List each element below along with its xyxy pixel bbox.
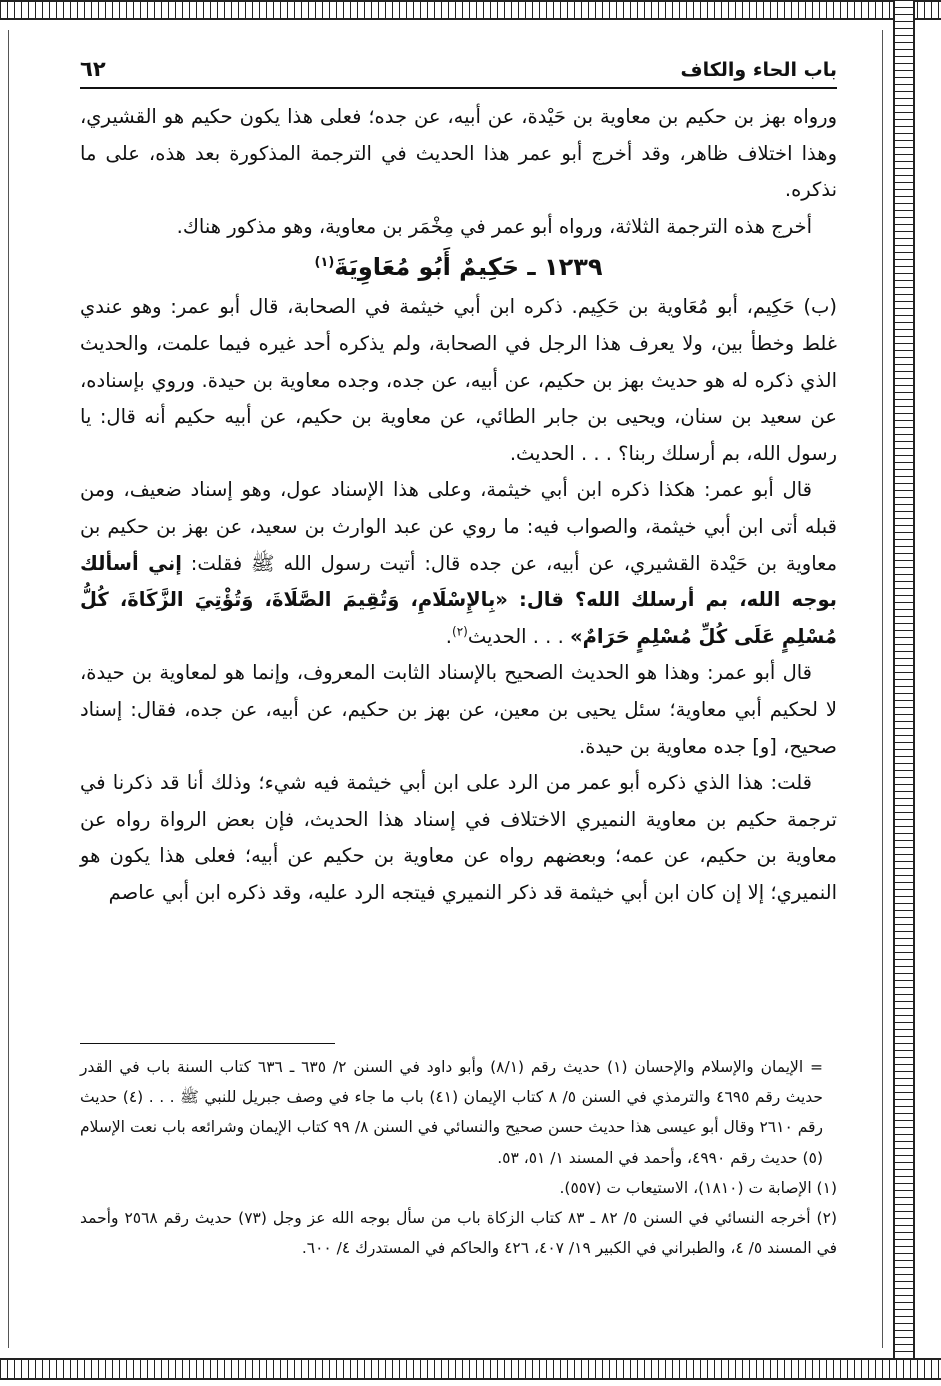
paragraph-4-end: . . . الحديث (467, 624, 564, 648)
paragraph-6: قلت: هذا الذي ذكره أبو عمر من الرد على ابن أبي خيثمة فيه شيء؛ وذلك أنا قد ذكرنا في ترجمة حكيم بن معاوية النميري الاختلاف في إسناد هذا الحديث، فإن بعض الرواة رواه عن معاوية بن حكيم، عن عمه؛ وبعضهم رواه عن معاوية بن حكيم عن أبيه؛ فعلى هذا يكون هو النميري؛ إلا إن كان ابن أبي خيثمة قد ذكر النميري فيتجه الرد عليه، وقد ذكره ابن أبي عاصم (80, 771, 837, 904)
ornamental-border-right (893, 0, 915, 1380)
paragraph-5: قال أبو عمر: وهذا هو الحديث الصحيح بالإسناد الثابت المعروف، وإنما هو لمعاوية بن حيدة، لا لحكيم أبي معاوية؛ سئل يحيى بن معين، عن بهز بن حكيم، عن أبيه، عن جده، فقال: إسناد صحيح، [و] جده معاوية بن حيدة. (80, 661, 837, 758)
paragraph-2: أخرج هذه الترجمة الثلاثة، ورواه أبو عمر في مِخْمَر بن معاوية، وهو مذكور هناك. (176, 214, 812, 238)
footnotes (80, 1052, 837, 1263)
paragraph-4-text: قال أبو عمر: هكذا ذكره ابن أبي خيثمة، وعلى هذا الإسناد عول، وهو إسناد ضعيف، ومن قبله أتى ابن أبي خيثمة، والصواب فيه: ما روي عن عبد الوارث بن سعيد، عن بهز بن حكيم بن معاوية بن حَيْدة القشيري، عن أبيه، عن جده قال: أتيت رسول الله ﷺ فقلت: (80, 478, 838, 575)
main-text (80, 99, 837, 911)
footnote-ref-2: (٢) (452, 624, 468, 639)
footnote-continued: = الإيمان والإسلام والإحسان (١) حديث رقم (٨/١) وأبو داود في السنن ٢/ ٦٣٥ ـ ٦٣٦ كتاب السنة باب في القدر حديث رقم ٤٦٩٥ والترمذي في السنن ٥/ ٨ كتاب الإيمان (٤١) باب ما جاء في وصف جبريل للنبي ﷺ . . . (٤) حديث رقم ٢٦١٠ وقال أبو عيسى هذا حديث حسن صحيح والنسائي في السنن ٨/ ٩٩ كتاب الإيمان وشرائعه باب نعت الإسلام (٥) حديث رقم ٤٩٩٠، وأحمد في المسند ١/ ٥١، ٥٣. (80, 1058, 824, 1167)
running-head (80, 55, 837, 89)
page-content (80, 55, 837, 911)
paragraph-4: قال أبو عمر: هكذا ذكره ابن أبي خيثمة، وعلى هذا الإسناد عول، وهو إسناد ضعيف، ومن قبله أتى ابن أبي خيثمة، والصواب فيه: ما روي عن عبد الوارث بن سعيد، عن بهز بن حكيم بن معاوية بن حَيْدة القشيري، عن أبيه، عن جده قال: أتيت رسول الله ﷺ فقلت: إني أسألك بوجه الله، بم أرسلك الله؟ قال: «بِالإِسْلَامِ، وَتُقِيمَ الصَّلَاةَ، وَتُؤْتِيَ الزَّكَاةَ، كُلُّ مُسْلِمٍ عَلَى كُلِّ مُسْلِمٍ حَرَامٌ» . . . الحديث$^{(٢)}$. (80, 478, 838, 648)
entry-heading (80, 247, 837, 287)
entry-heading-text: ١٢٣٩ ـ حَكِيمٌ أَبُو مُعَاوِيَةَ (334, 253, 603, 282)
hadith-quote: إني أسألك بوجه الله، بم أرسلك الله؟ قال: «بِالإِسْلَامِ، وَتُقِيمَ الصَّلَاةَ، وَتُؤْتِيَ الزَّكَاةَ، كُلُّ مُسْلِمٍ عَلَى كُلِّ مُسْلِمٍ حَرَامٌ» (80, 551, 837, 648)
footnote-1: (١) الإصابة ت (١٨١٠)، الاستيعاب ت (٥٥٧). (559, 1178, 837, 1197)
entry-heading-footnote-ref: (١) (314, 255, 335, 271)
ornamental-border-bottom (0, 1358, 941, 1380)
page-number: ٦٢ (80, 57, 106, 81)
paragraph-3: (ب) حَكِيم، أبو مُعَاوية بن حَكِيم. ذكره ابن أبي خيثمة في الصحابة، قال أبو عمر: وهو عندي غلط وخطأ بين، ولا يعرف هذا الرجل في الصحابة، ولم يذكره أحد غيره فيما علمت، والحديث الذي ذكره له هو حديث بهز بن حكيم، عن أبيه، عن جده، وجده معاوية بن حيدة. وروي بإسناده، عن سعيد بن سنان، ويحيى بن جابر الطائي، عن معاوية بن حكيم، عن أبيه حكيم أنه قال: يا رسول الله، بم أرسلك ربنا؟ . . . الحديث. (80, 295, 837, 465)
chapter-title: باب الحاء والكاف (680, 59, 837, 81)
paragraph-1: ورواه بهز بن حكيم بن معاوية بن حَيْدة، عن أبيه، عن جده؛ فعلى هذا يكون حكيم هو القشيري، وهذا اختلاف ظاهر، وقد أخرج أبو عمر هذا الحديث في الترجمة المذكورة بعد هذه، على ما نذكره. (80, 105, 837, 202)
ornamental-border-top (0, 0, 941, 20)
footnote-separator (80, 1043, 335, 1044)
footnote-2: (٢) أخرجه النسائي في السنن ٥/ ٨٢ ـ ٨٣ كتاب الزكاة باب من سأل بوجه الله عز وجل (٧٣) حديث رقم ٢٥٦٨ وأحمد في المسند ٥/ ٤، والطبراني في الكبير ١٩/ ٤٠٧، ٤٢٦ والحاكم في المستدرك ٤/ ٦٠٠. (80, 1209, 837, 1258)
